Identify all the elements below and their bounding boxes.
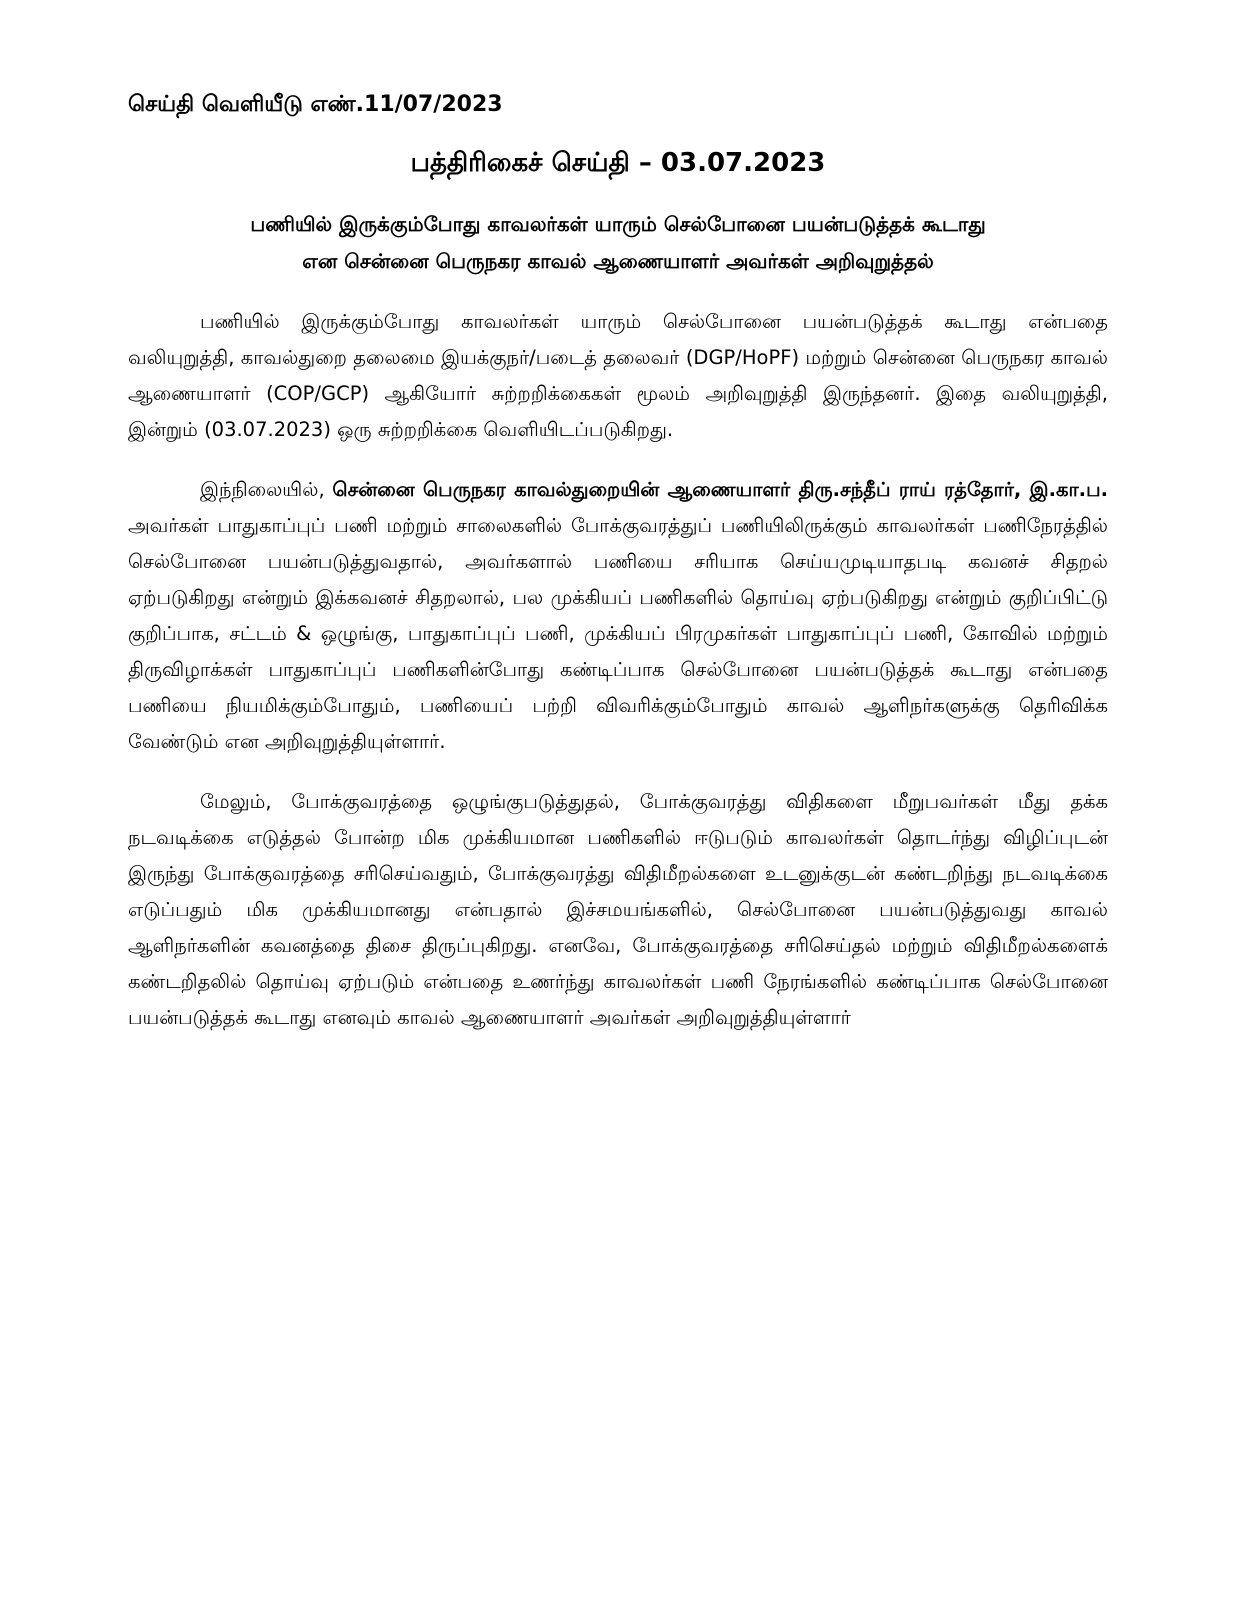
- commissioner-name: சென்னை பெருநகர காவல்துறையின் ஆணையாளர் திரு.சந்தீப் ராய் ரத்தோர், இ.கா.ப.: [332, 478, 1108, 501]
- paragraph-2-rest: அவர்கள் பாதுகாப்புப் பணி மற்றும் சாலைகளில் போக்குவரத்துப் பணியிலிருக்கும் காவலர்கள் பணிநேரத்தில் செல்போனை பயன்படுத்துவதால், அவர்களால் பணியை சரியாக செய்யமுடியாதபடி கவனச் சிதறல் ஏற்படுகிறது என்றும் இக்கவனச் சிதறலால், பல முக்கியப் பணிகளில் தொய்வு ஏற்படுகிறது என்றும் குறிப்பிட்டு குறிப்பாக, சட்டம் & ஒழுங்கு, பாதுகாப்புப் பணி, முக்கியப் பிரமுகர்கள் பாதுகாப்புப் பணி, கோவில் மற்றும் திருவிழாக்கள் பாதுகாப்புப் பணிகளின்போது கண்டிப்பாக செல்போனை பயன்படுத்தக் கூடாது என்பதை பணியை நியமிக்கும்போதும், பணியைப் பற்றி விவரிக்கும்போதும் காவல் ஆளிநர்களுக்கு தெரிவிக்க வேண்டும் என அறிவுறுத்தியுள்ளார்.: [128, 514, 1108, 753]
- headline: [128, 206, 1108, 280]
- paragraph-2-lead: இந்நிலையில்,: [200, 478, 333, 501]
- release-number: செய்தி வெளியீடு எண்.11/07/2023: [128, 92, 503, 117]
- headline-line-2: என சென்னை பெருநகர காவல் ஆணையாளர் அவர்கள் அறிவுறுத்தல்: [302, 249, 934, 273]
- headline-line-1: பணியில் இருக்கும்போது காவலர்கள் யாரும் செல்போனை பயன்படுத்தக் கூடாது: [250, 212, 986, 236]
- paragraph-2: [128, 472, 1108, 760]
- press-title: பத்திரிகைச் செய்தி – 03.07.2023: [410, 148, 826, 178]
- paragraph-1: பணியில் இருக்கும்போது காவலர்கள் யாரும் செல்போனை பயன்படுத்தக் கூடாது என்பதை வலியுறுத்தி, காவல்துறை தலைமை இயக்குநர்/படைத் தலைவர் (DGP/HoPF) மற்றும் சென்னை பெருநகர காவல் ஆணையாளர் (COP/GCP) ஆகியோர் சுற்றறிக்கைகள் மூலம் அறிவுறுத்தி இருந்தனர். இதை வலியுறுத்தி, இன்றும் (03.07.2023) ஒரு சுற்றறிக்கை வெளியிடப்படுகிறது.: [128, 310, 1108, 441]
- paragraph-3: மேலும், போக்குவரத்தை ஒழுங்குபடுத்துதல், போக்குவரத்து விதிகளை மீறுபவர்கள் மீது தக்க நடவடிக்கை எடுத்தல் போன்ற மிக முக்கியமான பணிகளில் ஈடுபடும் காவலர்கள் தொடர்ந்து விழிப்புடன் இருந்து போக்குவரத்தை சரிசெய்வதும், போக்குவரத்து விதிமீறல்களை உடனுக்குடன் கண்டறிந்து நடவடிக்கை எடுப்பதும் மிக முக்கியமானது என்பதால் இச்சமயங்களில், செல்போனை பயன்படுத்துவது காவல் ஆளிநர்களின் கவனத்தை திசை திருப்புகிறது. எனவே, போக்குவரத்தை சரிசெய்தல் மற்றும் விதிமீறல்களைக் கண்டறிதலில் தொய்வு ஏற்படும் என்பதை உணர்ந்து காவலர்கள் பணி நேரங்களில் கண்டிப்பாக செல்போனை பயன்படுத்தக் கூடாது எனவும் காவல் ஆணையாளர் அவர்கள் அறிவுறுத்தியுள்ளார்: [128, 790, 1108, 1029]
